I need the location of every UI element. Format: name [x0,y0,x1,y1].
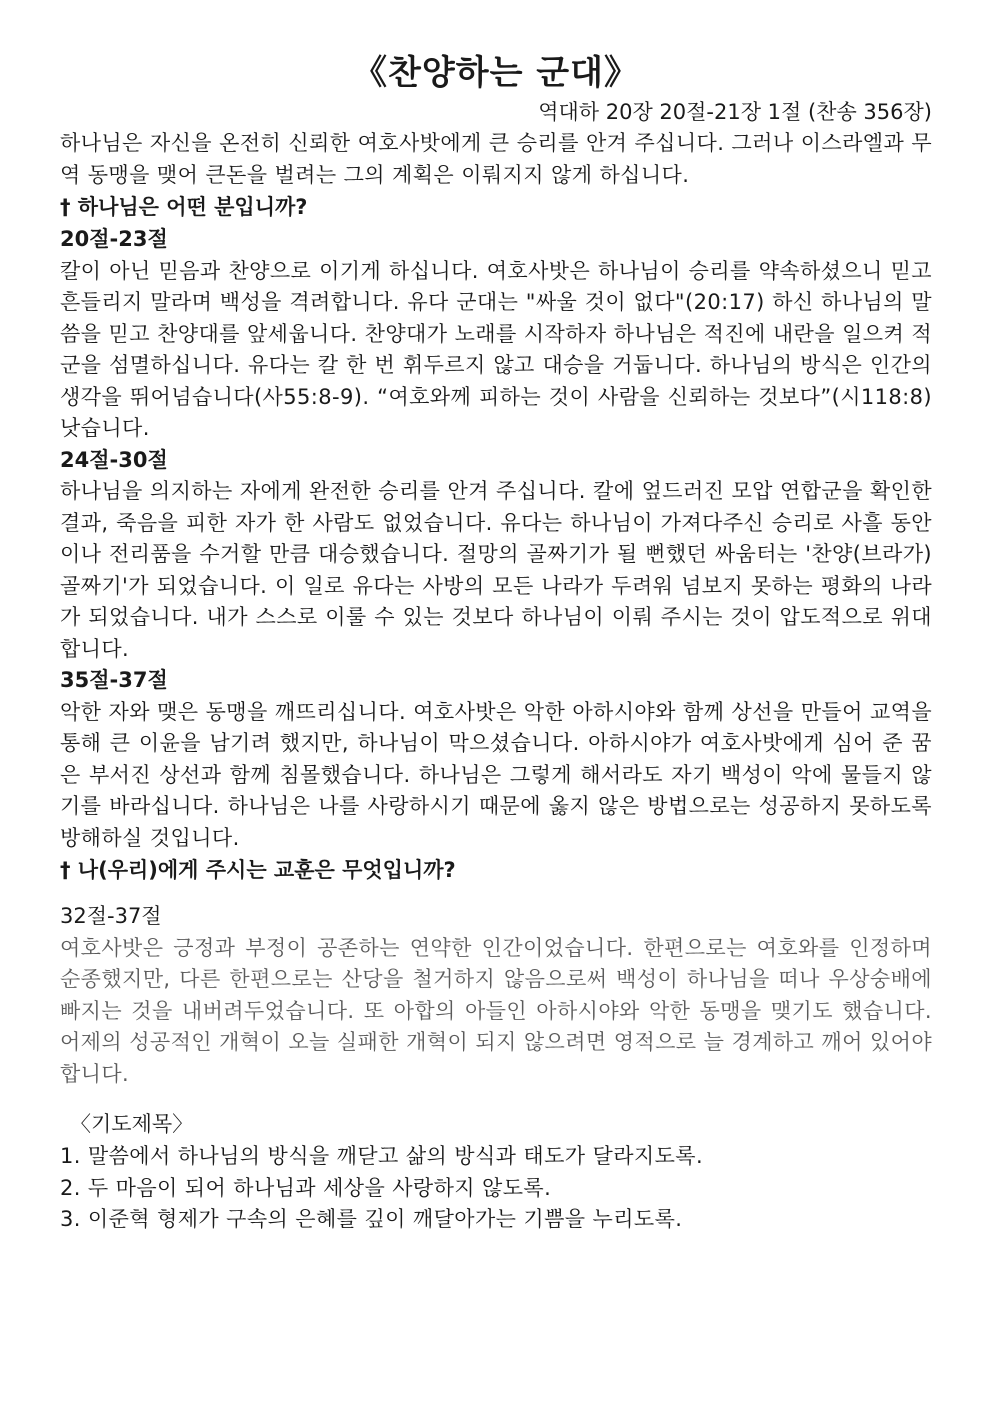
devotional-page [60,50,932,1236]
prayer-item: 2. 두 마음이 되어 하나님과 세상을 사랑하지 않도록. [60,1175,552,1200]
page-title: 《찬양하는 군대》 [353,53,639,93]
scripture-reference: 역대하 20장 20절-21장 1절 (찬송 356장) [538,100,932,124]
section-paragraph: 칼이 아닌 믿음과 찬양으로 이기게 하십니다. 여호사밧은 하나님이 승리를 약속하셨으니 믿고 흔들리지 말라며 백성을 격려합니다. 유다 군대는 "싸울 것이 없다"(20:17) 하신 하나님의 말씀을 믿고 찬양대를 앞세웁니다. 찬양대가 노래를 시작하자 하나님은 적진에 내란을 일으켜 적군을 섬멸하십니다. 유다는 칼 한 번 휘두르지 않고 대승을 거둡니다. 하나님의 방식은 인간의 생각을 뛰어넘습니다(사55:8-9). “여호와께 피하는 것이 사람을 신뢰하는 것보다”(시118:8) 낫습니다. [60,258,932,440]
prayer-item: 3. 이준혁 형제가 구속의 은혜를 깊이 깨달아가는 기쁨을 누리도록. [60,1207,683,1231]
intro-paragraph: 하나님은 자신을 온전히 신뢰한 여호사밧에게 큰 승리를 안겨 주십니다. 그러나 이스라엘과 무역 동맹을 맺어 큰돈을 벌려는 그의 계획은 이뤄지지 않게 하십니다. [60,131,932,187]
section-paragraph: 하나님을 의지하는 자에게 완전한 승리를 안겨 주십니다. 칼에 엎드러진 모압 연합군을 확인한 결과, 죽음을 피한 자가 한 사람도 없었습니다. 유다는 하나님이 가져다주신 승리로 사흘 동안이나 전리품을 수거할 만큼 대승했습니다. 절망의 골짜기가 될 뻔했던 싸움터는 '찬양(브라가) 골짜기'가 되었습니다. 이 일로 유다는 사방의 모든 나라가 두려워 넘보지 못하는 평화의 나라가 되었습니다. 내가 스스로 이룰 수 있는 것보다 하나님이 이뤄 주시는 것이 압도적으로 위대합니다. [60,479,932,661]
verse-range-heading: 20절-23절 [60,227,168,251]
section-paragraph: 악한 자와 맺은 동맹을 깨뜨리십니다. 여호사밧은 악한 아하시야와 함께 상선을 만들어 교역을 통해 큰 이윤을 남기려 했지만, 하나님이 막으셨습니다. 아하시야가 여호사밧에게 심어 준 꿈은 부서진 상선과 함께 침몰했습니다. 하나님은 그렇게 해서라도 자기 백성이 악에 물들지 않기를 바라십니다. 하나님은 나를 사랑하시기 때문에 옳지 않은 방법으로는 성공하지 못하도록 방해하실 것입니다. [60,699,932,850]
question-heading-lesson: † 나(우리)에게 주시는 교훈은 무엇입니까? [60,858,456,882]
verse-range-heading: 35절-37절 [60,668,168,692]
prayer-title: 〈기도제목〉 [70,1112,194,1136]
prayer-item: 1. 말씀에서 하나님의 방식을 깨닫고 삶의 방식과 태도가 달라지도록. [60,1144,704,1168]
question-heading-who-is-god: † 하나님은 어떤 분입니까? [60,195,308,219]
spacer [60,887,932,901]
prayer-list [60,1141,932,1236]
spacer [60,1090,932,1108]
verse-range-heading: 24절-30절 [60,447,168,472]
application-verse-heading: 32절-37절 [60,904,162,928]
application-paragraph: 여호사밧은 긍정과 부정이 공존하는 연약한 인간이었습니다. 한편으로는 여호와를 인정하며 순종했지만, 다른 한편으로는 산당을 철거하지 않음으로써 백성이 하나님을 떠나 우상숭배에 빠지는 것을 내버려두었습니다. 또 아합의 아들인 아하시야와 악한 동맹을 맺기도 했습니다. 어제의 성공적인 개혁이 오늘 실패한 개혁이 되지 않으려면 영적으로 늘 경계하고 깨어 있어야 합니다. [60,935,932,1086]
